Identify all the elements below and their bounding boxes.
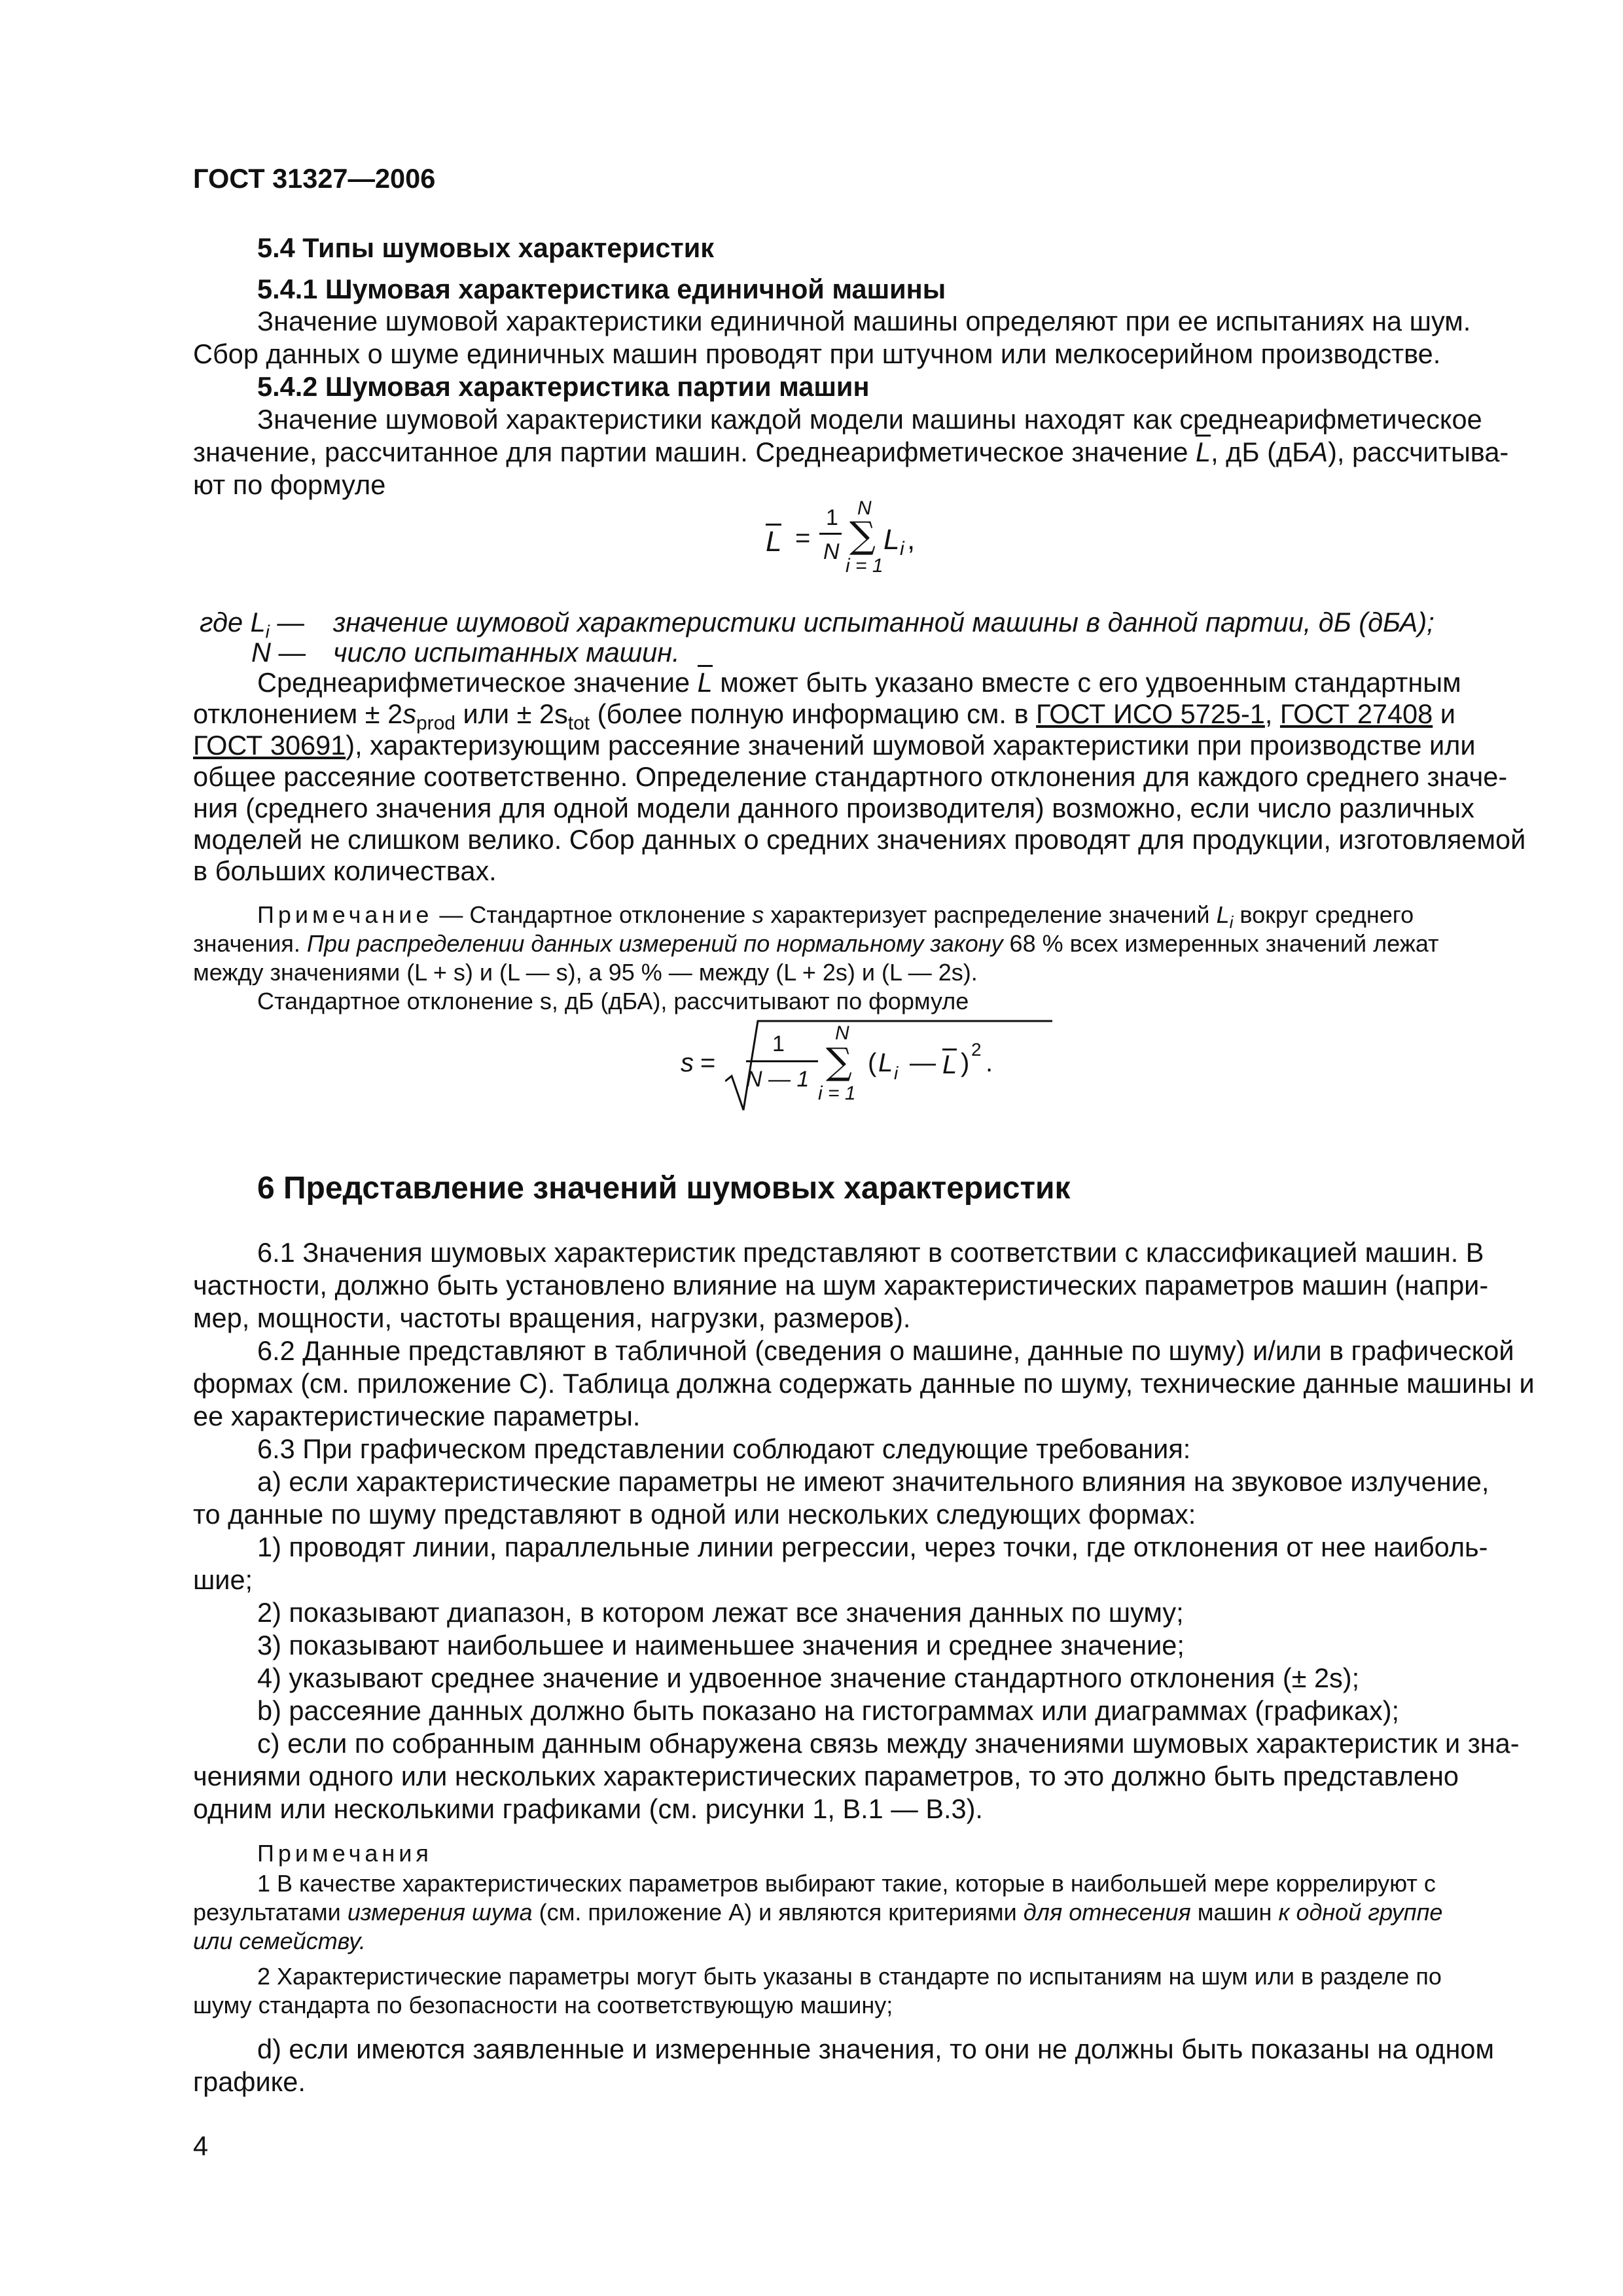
link-gost-27408[interactable]: ГОСТ 27408: [1279, 698, 1433, 729]
item-c-line-1: с) если по собранным данным обнаружена связь между значениями шумовых характеристик и зна-: [257, 1728, 1520, 1759]
item-2-line: 2) показывают диапазон, в котором лежат все значения данных по шуму;: [257, 1597, 1184, 1628]
mean-para-line-5: ния (среднего значения для одной модели данного производителя) возможно, если число различных: [193, 793, 1474, 823]
item-c-line-3: одним или несколькими графиками (см. рисунки 1, В.1 — В.3).: [193, 1793, 983, 1824]
s542-line-3: ют по формуле: [193, 469, 386, 500]
item-a-line-1: а) если характеристические параметры не имеют значительного влияния на звуковое излучение,: [257, 1466, 1489, 1497]
item-d-line-1: d) если имеются заявленные и измеренные значения, то они не должны быть показаны на одном: [257, 2034, 1494, 2064]
L-bar-symbol: L: [1196, 435, 1211, 467]
note-label: Примечание: [257, 901, 433, 928]
std-dev-formula: s = 1 N — 1 N ∑ i = 1 ( L i — L ) 2 .: [681, 1013, 1047, 1118]
p63-line: 6.3 При графическом представлении соблюдают следующие требования:: [257, 1433, 1191, 1464]
p62-line-3: ее характеристические параметры.: [193, 1401, 641, 1431]
where-L-line: где $L_i$ —: [200, 607, 304, 642]
s541-line-1: Значение шумовой характеристики единичной машины определяют при ее испытаниях на шум.: [257, 306, 1471, 336]
mean-para-line-7: в больших количествах.: [193, 855, 497, 886]
section-5-4-1-title: 5.4.1 Шумовая характеристика единичной машины: [257, 274, 946, 304]
note-line-3: между значениями (L + s) и (L — s), а 95 % — между (L + 2s) и (L — 2s).: [193, 959, 978, 986]
item-d-line-2: графике.: [193, 2066, 306, 2097]
page-number: 4: [193, 2130, 209, 2161]
document-id-header: ГОСТ 31327—2006: [193, 163, 436, 194]
notes-2-line-1: 2 Характеристические параметры могут быть указаны в стандарте по испытаниям на шум или в разделе по: [257, 1963, 1442, 1990]
item-c-line-2: чениями одного или нескольких характеристических параметров, то это должно быть представлено: [193, 1761, 1459, 1791]
p61-line-3: мер, мощности, частоты вращения, нагрузки, размеров).: [193, 1302, 911, 1333]
mean-para-line-2: отклонением ± $2s_{prod}$ или ± $2s_{tot}$ (более полную информацию см. в ГОСТ ИСО 5725-1, ГОСТ 27408 и: [193, 698, 1455, 734]
mean-para-line-6: моделей не слишком велико. Сбор данных о средних значениях проводят для продукции, изготовляемой: [193, 824, 1526, 855]
p62-line-1: 6.2 Данные представляют в табличной (сведения о машине, данные по шуму) и/или в графической: [257, 1335, 1514, 1366]
item-3-line: 3) показывают наибольшее и наименьшее значения и среднее значение;: [257, 1630, 1185, 1660]
p61-line-1: 6.1 Значения шумовых характеристик представляют в соответствии с классификацией машин. В: [257, 1237, 1484, 1268]
p62-line-2: формах (см. приложение С). Таблица должна содержать данные по шуму, технические данные машины и: [193, 1368, 1535, 1399]
notes-2-line-2: шуму стандарта по безопасности на соответствующую машину;: [193, 1992, 893, 2018]
std-dev-intro: Стандартное отклонение s, дБ (дБА), рассчитывают по формуле: [257, 988, 969, 1014]
notes-1-line-2: результатами измерения шума (см. приложение А) и являются критериями для отнесения машин к одной группе: [193, 1899, 1443, 1926]
mean-formula: L = 1 N N ∑ i = 1 L i ,: [766, 497, 916, 577]
notes-label: Примечания: [257, 1840, 433, 1867]
p61-line-2: частности, должно быть установлено влияние на шум характеристических параметров машин (напри-: [193, 1270, 1489, 1300]
item-b-line: b) рассеяние данных должно быть показано на гистограммах или диаграммах (графиках);: [257, 1695, 1400, 1726]
item-4-line: 4) указывают среднее значение и удвоенное значение стандартного отклонения (± 2s);: [257, 1662, 1360, 1693]
where-N-definition: число испытанных машин.: [333, 637, 680, 668]
s541-line-2: Сбор данных о шуме единичных машин проводят при штучном или мелкосерийном производстве.: [193, 338, 1441, 369]
section-6-title: 6 Представление значений шумовых характеристик: [257, 1171, 1071, 1206]
item-1-line-2: шие;: [193, 1564, 253, 1595]
note-line-2: значения. При распределении данных измерений по нормальному закону 68 % всех измеренных значений лежат: [193, 930, 1439, 957]
mean-para-line-1: Среднеарифметическое значение L может быть указано вместе с его удвоенным стандартным: [257, 669, 1461, 696]
notes-1-line-3: или семейству.: [193, 1928, 366, 1954]
s542-line-2: значение, рассчитанное для партии машин. Среднеарифметическое значение L, дБ (дБA), рассчитыва-: [193, 439, 1508, 466]
link-gost-30691[interactable]: ГОСТ 30691: [193, 730, 346, 761]
notes-1-line-1: 1 В качестве характеристических параметров выбирают такие, которые в наибольшей мере коррелируют с: [257, 1870, 1436, 1897]
note-line-1: Примечание — Стандартное отклонение s характеризует распределение значений $L_i$ вокруг среднего: [257, 901, 1414, 933]
item-1-line-1: 1) проводят линии, параллельные линии регрессии, через точки, где отклонения от нее наиболь-: [257, 1532, 1488, 1562]
section-5-4-title: 5.4 Типы шумовых характеристик: [257, 232, 715, 263]
link-gost-iso-5725-1[interactable]: ГОСТ ИСО 5725-1: [1036, 698, 1265, 729]
section-5-4-2-title: 5.4.2 Шумовая характеристика партии машин: [257, 371, 870, 402]
where-N-line: N —: [251, 637, 306, 668]
mean-para-line-4: общее рассеяние соответственно. Определение стандартного отклонения для каждого среднего значе-: [193, 761, 1508, 792]
where-L-definition: значение шумовой характеристики испытанной машины в данной партии, дБ (дБА);: [333, 607, 1435, 637]
item-a-line-2: то данные по шуму представляют в одной или нескольких следующих формах:: [193, 1499, 1196, 1530]
s542-line-1: Значение шумовой характеристики каждой модели машины находят как среднеарифметическое: [257, 404, 1482, 435]
mean-para-line-3: ГОСТ 30691), характеризующим рассеяние значений шумовой характеристики при производстве или: [193, 730, 1476, 761]
